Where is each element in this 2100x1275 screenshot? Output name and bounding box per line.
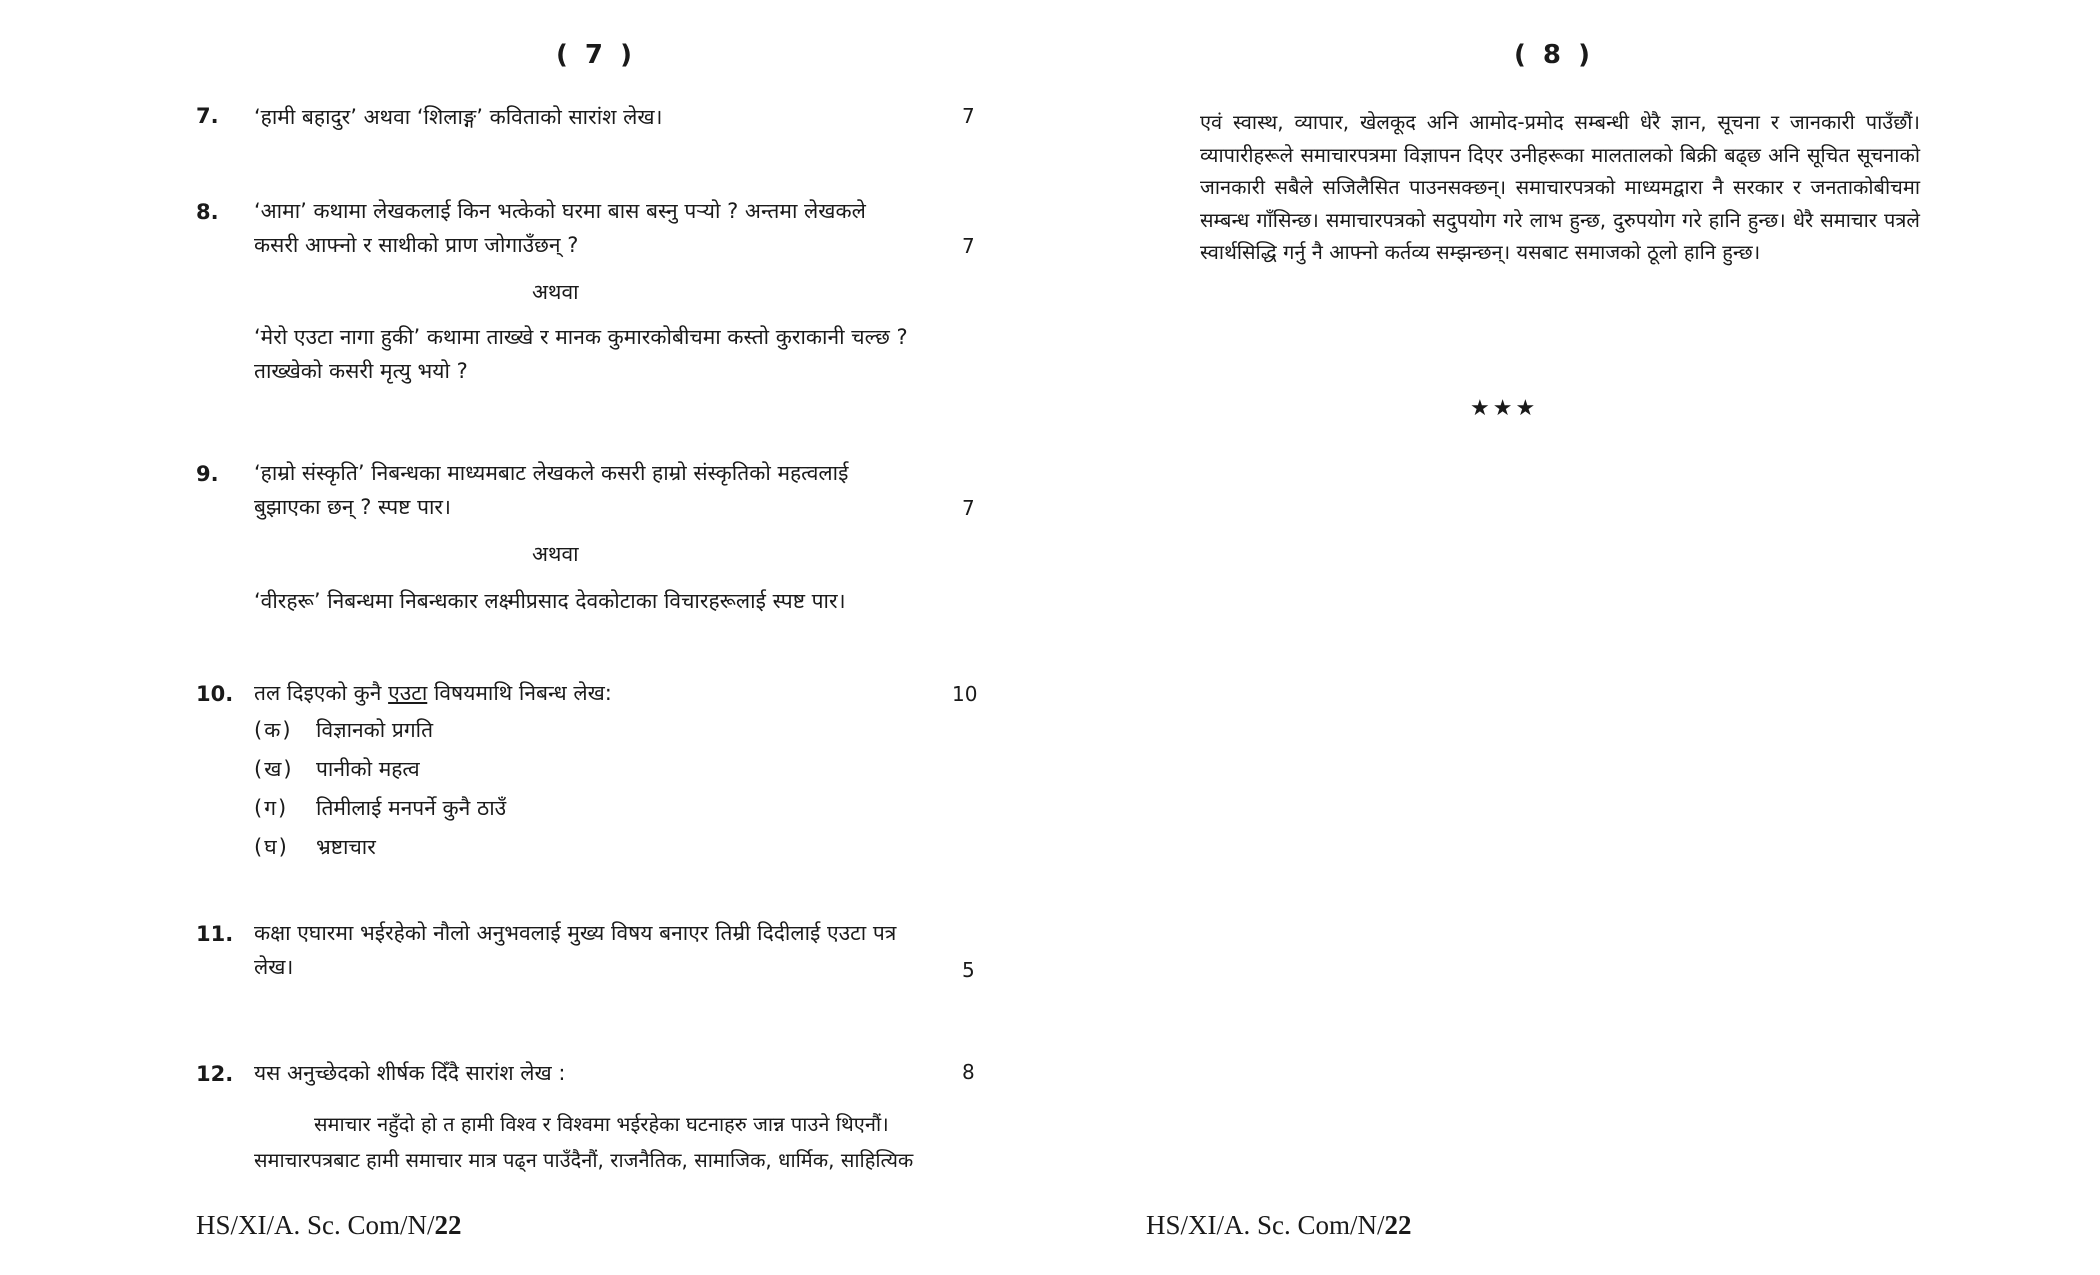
question-number: 8. <box>196 200 219 224</box>
page-footer <box>196 1210 462 1241</box>
question-text <box>254 676 914 710</box>
question-marks: 5 <box>962 958 975 982</box>
page-footer <box>1146 1210 1412 1241</box>
question-marks: 8 <box>962 1060 975 1084</box>
page-number: ( 8 ) <box>1514 40 1594 70</box>
question-marks: 10 <box>952 682 978 706</box>
question-number: 11. <box>196 922 234 946</box>
option-label: (क) <box>254 718 293 742</box>
question-marks: 7 <box>962 496 975 520</box>
footer-year: 22 <box>434 1210 462 1240</box>
option-text: पानीको महत्व <box>316 757 420 781</box>
question-text: ‘हामी बहादुर’ अथवा ‘शिलाङ्ग’ कविताको सारांश लेख। <box>254 105 663 129</box>
footer-code: HS/XI/A. Sc. Com/N/ <box>196 1210 435 1240</box>
footer-code: HS/XI/A. Sc. Com/N/ <box>1146 1210 1385 1240</box>
page-number: ( 7 ) <box>556 40 636 70</box>
question-text-end: विषयमाथि निबन्ध लेख: <box>427 681 612 705</box>
option-text: भ्रष्टाचार <box>316 835 376 859</box>
question-number: 7. <box>196 104 219 128</box>
essay-option <box>254 716 433 744</box>
option-text: विज्ञानको प्रगति <box>316 718 434 742</box>
question-number: 9. <box>196 462 219 486</box>
alternative-question-text: ‘मेरो एउटा नागा हुकी’ कथामा ताख्खे र मानक कुमारकोबीचमा कस्तो कुराकानी चल्छ ? ताख्खेको कसरी मृत्यु भयो ? <box>254 325 908 383</box>
option-text: तिमीलाई मनपर्ने कुनै ठाउँ <box>316 796 507 820</box>
right-page <box>1050 0 2100 1275</box>
or-separator: अथवा <box>532 280 579 304</box>
end-stars: ★★★ <box>1470 396 1539 421</box>
question-number: 10. <box>196 682 234 706</box>
question-text: ‘आमा’ कथामा लेखकलाई किन भत्केको घरमा बास बस्नु पर्‍यो ? अन्तमा लेखकले कसरी आफ्नो र साथीको प्राण जोगाउँछन् ? <box>254 199 866 257</box>
question-text: यस अनुच्छेदको शीर्षक दिँदै सारांश लेख : <box>254 1061 566 1085</box>
paragraph-line: समाचारपत्रबाट हामी समाचार मात्र पढ्न पाउँदैनौं, राजनैतिक, सामाजिक, धार्मिक, साहित्यिक <box>254 1148 914 1172</box>
footer-year: 22 <box>1384 1210 1412 1240</box>
or-separator: अथवा <box>532 542 579 566</box>
summary-paragraph-continued: एवं स्वास्थ, व्यापार, खेलकूद अनि आमोद-प्रमोद सम्बन्धी धेरै ज्ञान, सूचना र जानकारी पाउँछौं। व्यापारीहरूले समाचारपत्रमा विज्ञापन दिएर उनीहरूका मालतालको बिक्री बढ्छ अनि सूचित सूचनाको जानकारी सबैले सजिलैसित पाउनसक्छन्। समाचारपत्रको माध्यमद्वारा नै सरकार र जनताकोबीचमा सम्बन्ध गाँसिन्छ। समाचारपत्रको सदुपयोग गरे लाभ हुन्छ, दुरुपयोग गरे हानि हुन्छ। धेरै समाचार पत्रले स्वार्थसिद्धि गर्नु नै आफ्नो कर्तव्य सम्झन्छन्। यसबाट समाजको ठूलो हानि हुन्छ। <box>1200 110 1920 264</box>
essay-option <box>254 833 376 861</box>
option-label: (ख) <box>254 757 294 781</box>
question-number: 12. <box>196 1062 234 1086</box>
question-text: कक्षा एघारमा भईरहेको नौलो अनुभवलाई मुख्य विषय बनाएर तिम्री दिदीलाई एउटा पत्र लेख। <box>254 921 897 979</box>
alternative-question-text: ‘वीरहरू’ निबन्धमा निबन्धकार लक्ष्मीप्रसाद देवकोटाका विचारहरूलाई स्पष्ट पार। <box>254 589 846 613</box>
essay-option <box>254 755 420 783</box>
question-text-start: तल दिइएको कुनै <box>254 681 389 705</box>
underlined-word: एउटा <box>388 681 428 705</box>
option-label: (ग) <box>254 796 289 820</box>
question-text: ‘हाम्रो संस्कृति’ निबन्धका माध्यमबाट लेखकले कसरी हाम्रो संस्कृतिको महत्वलाई बुझाएका छन् ? स्पष्ट पार। <box>254 461 849 519</box>
question-marks: 7 <box>962 234 975 258</box>
question-marks: 7 <box>962 104 975 128</box>
summary-paragraph <box>254 1106 934 1178</box>
essay-option <box>254 794 506 822</box>
option-label: (घ) <box>254 835 289 859</box>
paragraph-line: समाचार नहुँदो हो त हामी विश्व र विश्वमा भईरहेका घटनाहरु जान्न पाउने थिएनौं। <box>314 1112 889 1136</box>
